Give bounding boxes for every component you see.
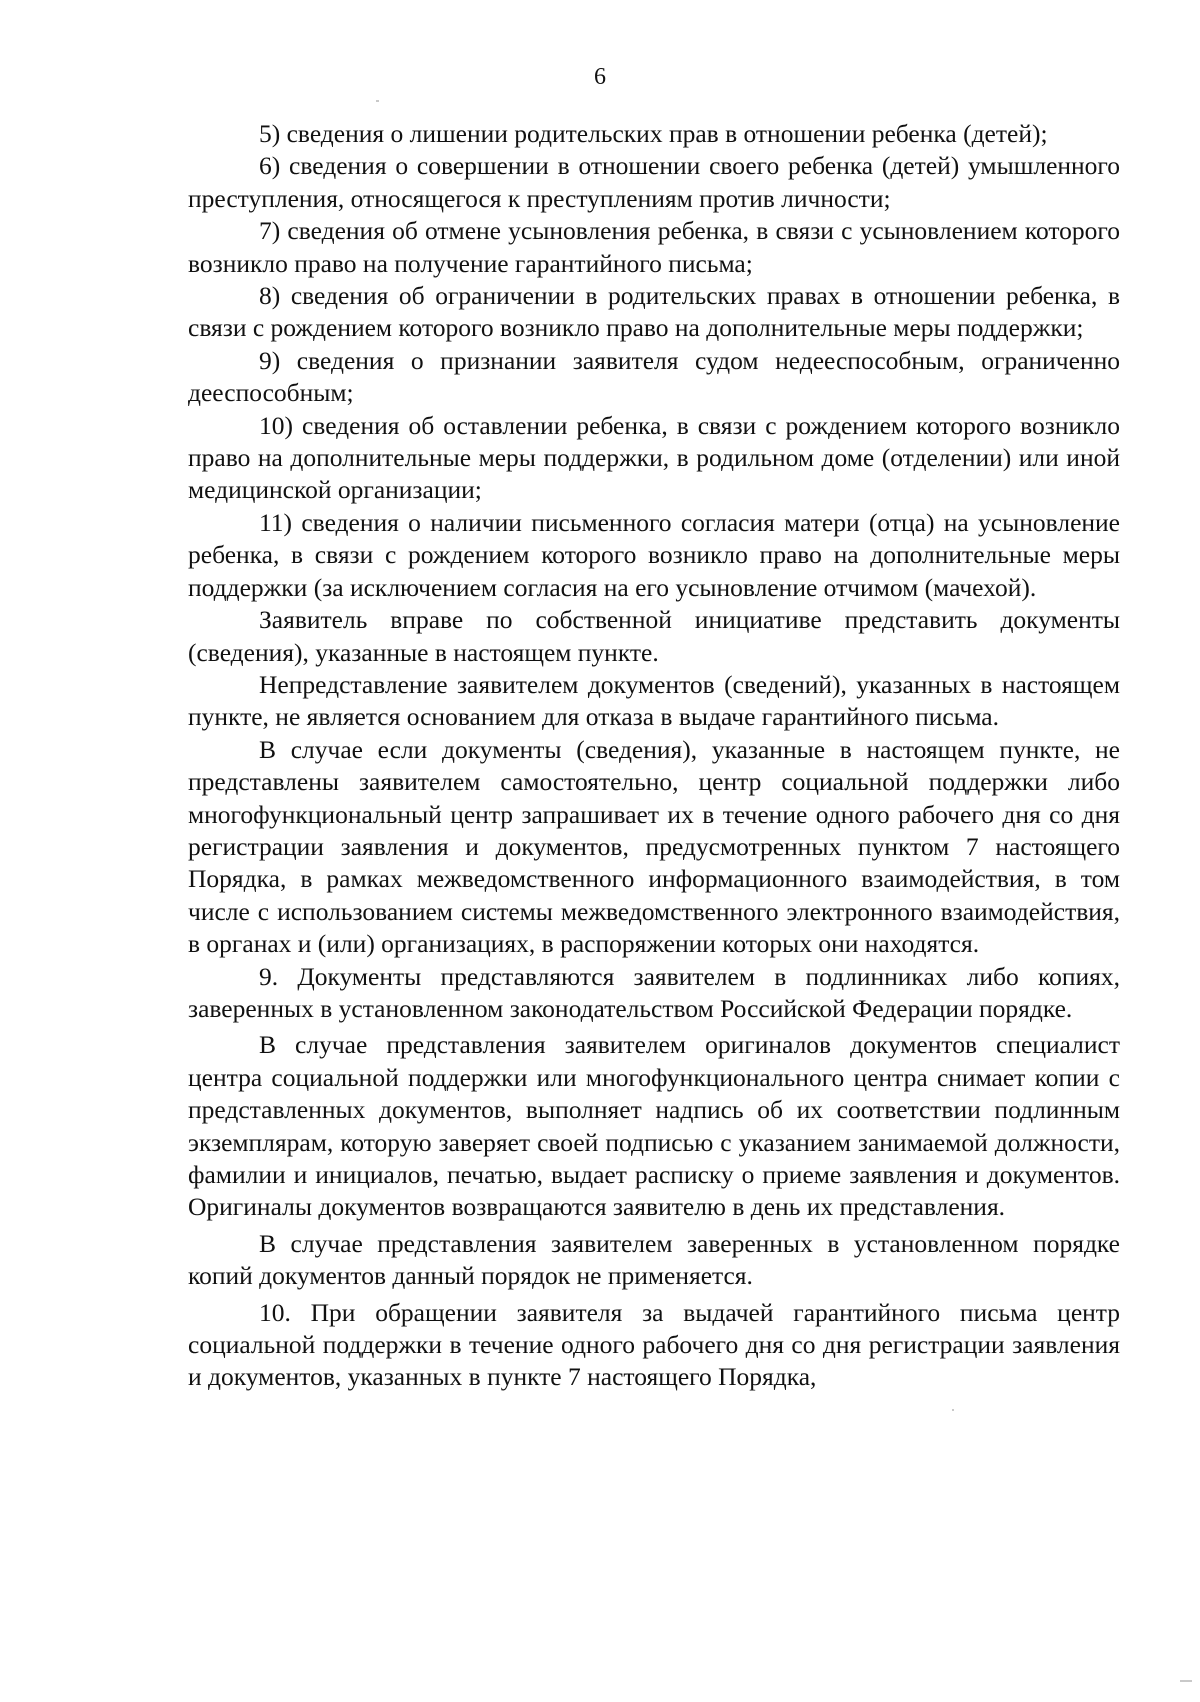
paragraph-interagency-request: В случае если документы (сведения), указанные в настоящем пункте, не представлены заявителем самостоятельно, центр социальной поддержки либо многофункциональный центр запрашивает их в течение одного рабочего дня со дня регистрации заявления и документов, предусмотренных пунктом 7 настоящего Порядка, в рамках межведомственного информационного взаимодействия, в том числе с использованием системы межведомственного электронного взаимодействия, в органах и (или) организациях, в распоряжении которых они находятся. (188, 734, 1120, 959)
paragraph-item-8: 8) сведения об ограничении в родительских правах в отношении ребенка, в связи с рождением которого возникло право на дополнительные меры поддержки; (188, 281, 1120, 343)
paragraph-item-10: 10) сведения об оставлении ребенка, в связи с рождением которого возникло право на дополнительные меры поддержки, в родильном доме (отделении) или иной медицинской организации; (188, 410, 1120, 505)
paragraph-clause-10: 10. При обращении заявителя за выдачей гарантийного письма центр социальной поддержки в течение одного рабочего дня со дня регистрации заявления и документов, указанных в пункте 7 настоящего Порядка, (188, 1297, 1120, 1392)
paragraph-certified-copies: В случае представления заявителем заверенных в установленном порядке копий документов данный порядок не применяется. (188, 1228, 1120, 1291)
page-number: 6 (594, 64, 606, 90)
scan-artifact (376, 100, 379, 102)
paragraph-item-7: 7) сведения об отмене усыновления ребенка, в связи с усыновлением которого возникло право на получение гарантийного письма; (188, 216, 1120, 278)
paragraph-own-initiative: Заявитель вправе по собственной инициативе представить документы (сведения), указанные в настоящем пункте. (188, 605, 1120, 667)
document-body (188, 118, 1120, 1394)
paragraph-originals: В случае представления заявителем оригиналов документов специалист центра социальной поддержки или многофункционального центра снимает копии с представленных документов, выполняет надпись об их соответствии подлинным экземплярам, которую заверяет своей подписью с указанием занимаемой должности, фамилии и инициалов, печатью, выдает расписку о приеме заявления и документов. Оригиналы документов возвращаются заявителю в день их представления. (188, 1030, 1120, 1222)
scan-artifact (952, 1409, 954, 1411)
paragraph-item-9: 9) сведения о признании заявителя судом недееспособным, ограниченно дееспособным; (188, 345, 1120, 408)
paragraph-non-submission: Непредставление заявителем документов (сведений), указанных в настоящем пункте, не является основанием для отказа в выдаче гарантийного письма. (188, 669, 1120, 732)
paragraph-item-5: 5) сведения о лишении родительских прав в отношении ребенка (детей); (259, 119, 1048, 148)
scan-artifact (1180, 1680, 1192, 1682)
paragraph-item-11: 11) сведения о наличии письменного согласия матери (отца) на усыновление ребенка, в связи с рождением которого возникло право на дополнительные меры поддержки (за исключением согласия на его усыновление отчимом (мачехой). (188, 507, 1120, 602)
paragraph-clause-9: 9. Документы представляются заявителем в подлинниках либо копиях, заверенных в установленном законодательством Российской Федерации порядке. (188, 961, 1120, 1023)
paragraph-item-6: 6) сведения о совершении в отношении своего ребенка (детей) умышленного преступления, относящегося к преступлениям против личности; (188, 151, 1120, 213)
